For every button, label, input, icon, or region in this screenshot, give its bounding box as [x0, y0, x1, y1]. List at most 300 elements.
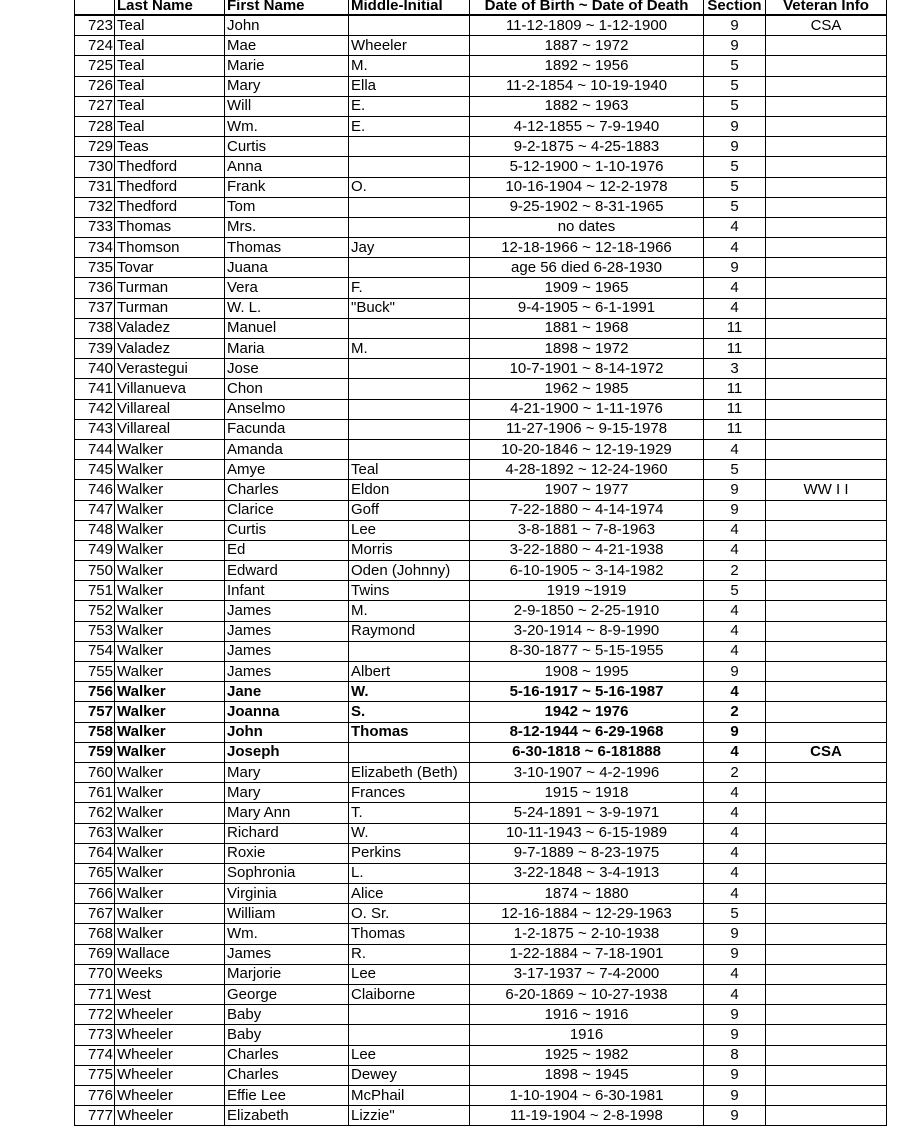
middle-initial-cell: W. [349, 823, 470, 843]
middle-initial-cell [349, 137, 470, 157]
record-number: 777 [75, 1106, 115, 1126]
last-name-cell: Teal [115, 76, 225, 96]
dates-cell: 6-20-1869 ~ 10-27-1938 [470, 985, 704, 1005]
first-name-cell: Clarice [225, 500, 349, 520]
section-cell: 5 [704, 177, 766, 197]
header-dates: Date of Birth ~ Date of Death [470, 0, 704, 15]
dates-cell: 1907 ~ 1977 [470, 480, 704, 500]
middle-initial-cell: L. [349, 863, 470, 883]
first-name-cell: Marie [225, 56, 349, 76]
middle-initial-cell: McPhail [349, 1085, 470, 1105]
middle-initial-cell: Thomas [349, 722, 470, 742]
section-cell: 4 [704, 278, 766, 298]
last-name-cell: Thedford [115, 177, 225, 197]
section-cell: 4 [704, 863, 766, 883]
veteran-info-cell [766, 803, 887, 823]
middle-initial-cell: W. [349, 682, 470, 702]
last-name-cell: Walker [115, 682, 225, 702]
section-cell: 5 [704, 96, 766, 116]
last-name-cell: Walker [115, 621, 225, 641]
middle-initial-cell: Twins [349, 581, 470, 601]
section-cell: 9 [704, 116, 766, 136]
record-number: 763 [75, 823, 115, 843]
veteran-info-cell [766, 500, 887, 520]
first-name-cell: Joanna [225, 702, 349, 722]
middle-initial-cell: Oden (Johnny) [349, 561, 470, 581]
middle-initial-cell: M. [349, 56, 470, 76]
table-row [75, 197, 887, 217]
last-name-cell: Walker [115, 662, 225, 682]
section-cell: 4 [704, 783, 766, 803]
table-row [75, 76, 887, 96]
table-row [75, 1025, 887, 1045]
table-row [75, 621, 887, 641]
section-cell: 4 [704, 540, 766, 560]
table-row [75, 379, 887, 399]
section-cell: 9 [704, 1065, 766, 1085]
record-number: 743 [75, 419, 115, 439]
last-name-cell: Walker [115, 843, 225, 863]
middle-initial-cell: Goff [349, 500, 470, 520]
table-row [75, 177, 887, 197]
table-row [75, 904, 887, 924]
record-number: 772 [75, 1005, 115, 1025]
section-cell: 9 [704, 258, 766, 278]
first-name-cell: Effie Lee [225, 1085, 349, 1105]
table-row [75, 318, 887, 338]
table-row [75, 238, 887, 258]
table-row [75, 460, 887, 480]
first-name-cell: Mary [225, 762, 349, 782]
middle-initial-cell: Perkins [349, 843, 470, 863]
veteran-info-cell [766, 762, 887, 782]
record-number: 731 [75, 177, 115, 197]
veteran-info-cell: CSA [766, 742, 887, 762]
first-name-cell: Charles [225, 1065, 349, 1085]
record-number: 771 [75, 985, 115, 1005]
record-number: 754 [75, 641, 115, 661]
section-cell: 9 [704, 480, 766, 500]
veteran-info-cell [766, 318, 887, 338]
veteran-info-cell [766, 1045, 887, 1065]
middle-initial-cell: Dewey [349, 1065, 470, 1085]
veteran-info-cell [766, 783, 887, 803]
dates-cell: 12-16-1884 ~ 12-29-1963 [470, 904, 704, 924]
table-row [75, 561, 887, 581]
table-row [75, 399, 887, 419]
dates-cell: 4-21-1900 ~ 1-11-1976 [470, 399, 704, 419]
first-name-cell: Edward [225, 561, 349, 581]
record-number: 732 [75, 197, 115, 217]
table-row [75, 843, 887, 863]
middle-initial-cell: Lee [349, 964, 470, 984]
veteran-info-cell [766, 682, 887, 702]
middle-initial-cell: M. [349, 601, 470, 621]
veteran-info-cell [766, 177, 887, 197]
section-cell: 9 [704, 924, 766, 944]
table-row [75, 298, 887, 318]
middle-initial-cell: "Buck" [349, 298, 470, 318]
first-name-cell: James [225, 662, 349, 682]
record-number: 746 [75, 480, 115, 500]
dates-cell: 1919 ~1919 [470, 581, 704, 601]
veteran-info-cell [766, 157, 887, 177]
record-number: 742 [75, 399, 115, 419]
table-row [75, 56, 887, 76]
dates-cell: 1942 ~ 1976 [470, 702, 704, 722]
section-cell: 4 [704, 298, 766, 318]
middle-initial-cell: Claiborne [349, 985, 470, 1005]
table-row [75, 702, 887, 722]
record-number: 761 [75, 783, 115, 803]
veteran-info-cell [766, 419, 887, 439]
first-name-cell: Frank [225, 177, 349, 197]
last-name-cell: Teal [115, 56, 225, 76]
middle-initial-cell [349, 258, 470, 278]
last-name-cell: Tovar [115, 258, 225, 278]
first-name-cell: Thomas [225, 238, 349, 258]
section-cell: 2 [704, 702, 766, 722]
dates-cell: 6-10-1905 ~ 3-14-1982 [470, 561, 704, 581]
last-name-cell: Villanueva [115, 379, 225, 399]
first-name-cell: Virginia [225, 884, 349, 904]
table-row [75, 823, 887, 843]
table-row [75, 1005, 887, 1025]
first-name-cell: Charles [225, 1045, 349, 1065]
middle-initial-cell [349, 217, 470, 237]
record-number: 775 [75, 1065, 115, 1085]
dates-cell: 3-22-1848 ~ 3-4-1913 [470, 863, 704, 883]
record-number: 730 [75, 157, 115, 177]
dates-cell: no dates [470, 217, 704, 237]
dates-cell: 1908 ~ 1995 [470, 662, 704, 682]
table-row [75, 339, 887, 359]
table-row [75, 217, 887, 237]
dates-cell: 1874 ~ 1880 [470, 884, 704, 904]
record-number: 740 [75, 359, 115, 379]
record-number: 751 [75, 581, 115, 601]
middle-initial-cell: M. [349, 339, 470, 359]
dates-cell: 11-19-1904 ~ 2-8-1998 [470, 1106, 704, 1126]
last-name-cell: Thomas [115, 217, 225, 237]
dates-cell: 11-12-1809 ~ 1-12-1900 [470, 15, 704, 36]
table-row [75, 682, 887, 702]
dates-cell: 4-12-1855 ~ 7-9-1940 [470, 116, 704, 136]
veteran-info-cell [766, 1106, 887, 1126]
section-cell: 11 [704, 419, 766, 439]
header-row [75, 0, 887, 15]
dates-cell: 1925 ~ 1982 [470, 1045, 704, 1065]
first-name-cell: Manuel [225, 318, 349, 338]
veteran-info-cell [766, 621, 887, 641]
section-cell: 9 [704, 15, 766, 36]
veteran-info-cell [766, 137, 887, 157]
veteran-info-cell [766, 863, 887, 883]
record-number: 776 [75, 1085, 115, 1105]
dates-cell: 5-24-1891 ~ 3-9-1971 [470, 803, 704, 823]
table-row [75, 15, 887, 36]
middle-initial-cell: Frances [349, 783, 470, 803]
section-cell: 9 [704, 944, 766, 964]
section-cell: 5 [704, 157, 766, 177]
last-name-cell: Walker [115, 561, 225, 581]
record-number: 770 [75, 964, 115, 984]
dates-cell: 10-11-1943 ~ 6-15-1989 [470, 823, 704, 843]
dates-cell: 1898 ~ 1972 [470, 339, 704, 359]
middle-initial-cell [349, 1025, 470, 1045]
dates-cell: 1-10-1904 ~ 6-30-1981 [470, 1085, 704, 1105]
first-name-cell: Curtis [225, 520, 349, 540]
record-number: 738 [75, 318, 115, 338]
dates-cell: 3-8-1881 ~ 7-8-1963 [470, 520, 704, 540]
veteran-info-cell [766, 884, 887, 904]
first-name-cell: James [225, 621, 349, 641]
veteran-info-cell [766, 1065, 887, 1085]
middle-initial-cell: Albert [349, 662, 470, 682]
veteran-info-cell [766, 1005, 887, 1025]
section-cell: 9 [704, 722, 766, 742]
first-name-cell: Anna [225, 157, 349, 177]
middle-initial-cell [349, 419, 470, 439]
dates-cell: 1887 ~ 1972 [470, 36, 704, 56]
header-middle-initial: Middle-Initial [349, 0, 470, 15]
veteran-info-cell: CSA [766, 15, 887, 36]
record-number: 733 [75, 217, 115, 237]
dates-cell: 9-25-1902 ~ 8-31-1965 [470, 197, 704, 217]
middle-initial-cell: Ella [349, 76, 470, 96]
last-name-cell: Weeks [115, 964, 225, 984]
middle-initial-cell [349, 359, 470, 379]
record-number: 765 [75, 863, 115, 883]
dates-cell: 3-10-1907 ~ 4-2-1996 [470, 762, 704, 782]
middle-initial-cell [349, 15, 470, 36]
table-row [75, 278, 887, 298]
dates-cell: 7-22-1880 ~ 4-14-1974 [470, 500, 704, 520]
record-number: 753 [75, 621, 115, 641]
middle-initial-cell [349, 1005, 470, 1025]
dates-cell: 10-16-1904 ~ 12-2-1978 [470, 177, 704, 197]
last-name-cell: Turman [115, 298, 225, 318]
veteran-info-cell: WW I I [766, 480, 887, 500]
dates-cell: 1909 ~ 1965 [470, 278, 704, 298]
last-name-cell: Walker [115, 702, 225, 722]
table-row [75, 480, 887, 500]
section-cell: 9 [704, 1106, 766, 1126]
table-row [75, 742, 887, 762]
dates-cell: 1-22-1884 ~ 7-18-1901 [470, 944, 704, 964]
veteran-info-cell [766, 339, 887, 359]
table-row [75, 581, 887, 601]
section-cell: 2 [704, 561, 766, 581]
first-name-cell: Tom [225, 197, 349, 217]
dates-cell: age 56 died 6-28-1930 [470, 258, 704, 278]
first-name-cell: John [225, 15, 349, 36]
table-row [75, 762, 887, 782]
first-name-cell: Joseph [225, 742, 349, 762]
record-number: 755 [75, 662, 115, 682]
dates-cell: 8-30-1877 ~ 5-15-1955 [470, 641, 704, 661]
section-cell: 5 [704, 460, 766, 480]
veteran-info-cell [766, 964, 887, 984]
header-last-name: Last Name [115, 0, 225, 15]
last-name-cell: Thedford [115, 157, 225, 177]
dates-cell: 1916 ~ 1916 [470, 1005, 704, 1025]
veteran-info-cell [766, 823, 887, 843]
dates-cell: 1916 [470, 1025, 704, 1045]
veteran-info-cell [766, 1025, 887, 1045]
record-number: 726 [75, 76, 115, 96]
veteran-info-cell [766, 985, 887, 1005]
dates-cell: 10-7-1901 ~ 8-14-1972 [470, 359, 704, 379]
veteran-info-cell [766, 904, 887, 924]
table-row [75, 500, 887, 520]
dates-cell: 8-12-1944 ~ 6-29-1968 [470, 722, 704, 742]
veteran-info-cell [766, 843, 887, 863]
last-name-cell: Teal [115, 96, 225, 116]
record-number: 762 [75, 803, 115, 823]
burial-records-table [74, 0, 887, 1126]
dates-cell: 1-2-1875 ~ 2-10-1938 [470, 924, 704, 944]
veteran-info-cell [766, 702, 887, 722]
record-number: 748 [75, 520, 115, 540]
section-cell: 9 [704, 1005, 766, 1025]
veteran-info-cell [766, 36, 887, 56]
section-cell: 5 [704, 197, 766, 217]
table-row [75, 1065, 887, 1085]
dates-cell: 10-20-1846 ~ 12-19-1929 [470, 439, 704, 459]
table-row [75, 924, 887, 944]
table-row [75, 540, 887, 560]
dates-cell: 9-2-1875 ~ 4-25-1883 [470, 137, 704, 157]
dates-cell: 1915 ~ 1918 [470, 783, 704, 803]
section-cell: 4 [704, 803, 766, 823]
record-number: 752 [75, 601, 115, 621]
record-number: 760 [75, 762, 115, 782]
dates-cell: 1882 ~ 1963 [470, 96, 704, 116]
first-name-cell: Marjorie [225, 964, 349, 984]
veteran-info-cell [766, 924, 887, 944]
dates-cell: 3-17-1937 ~ 7-4-2000 [470, 964, 704, 984]
middle-initial-cell: E. [349, 116, 470, 136]
first-name-cell: Facunda [225, 419, 349, 439]
veteran-info-cell [766, 278, 887, 298]
last-name-cell: Walker [115, 480, 225, 500]
veteran-info-cell [766, 520, 887, 540]
section-cell: 4 [704, 520, 766, 540]
last-name-cell: Wheeler [115, 1005, 225, 1025]
record-number: 773 [75, 1025, 115, 1045]
section-cell: 4 [704, 601, 766, 621]
middle-initial-cell [349, 742, 470, 762]
section-cell: 5 [704, 76, 766, 96]
last-name-cell: Walker [115, 460, 225, 480]
record-number: 724 [75, 36, 115, 56]
last-name-cell: Valadez [115, 339, 225, 359]
first-name-cell: James [225, 601, 349, 621]
header-veteran-info: Veteran Info [766, 0, 887, 15]
last-name-cell: West [115, 985, 225, 1005]
veteran-info-cell [766, 641, 887, 661]
last-name-cell: Thomson [115, 238, 225, 258]
section-cell: 4 [704, 439, 766, 459]
first-name-cell: Chon [225, 379, 349, 399]
section-cell: 4 [704, 742, 766, 762]
veteran-info-cell [766, 238, 887, 258]
table-row [75, 157, 887, 177]
first-name-cell: Anselmo [225, 399, 349, 419]
first-name-cell: James [225, 641, 349, 661]
table-row [75, 258, 887, 278]
header-section: Section [704, 0, 766, 15]
section-cell: 5 [704, 56, 766, 76]
veteran-info-cell [766, 359, 887, 379]
last-name-cell: Wheeler [115, 1106, 225, 1126]
last-name-cell: Valadez [115, 318, 225, 338]
table-row [75, 803, 887, 823]
first-name-cell: Mrs. [225, 217, 349, 237]
header-number [75, 0, 115, 15]
middle-initial-cell: O. [349, 177, 470, 197]
dates-cell: 1892 ~ 1956 [470, 56, 704, 76]
first-name-cell: Mary Ann [225, 803, 349, 823]
table-row [75, 964, 887, 984]
table-row [75, 1045, 887, 1065]
veteran-info-cell [766, 439, 887, 459]
last-name-cell: Walker [115, 904, 225, 924]
table-row [75, 96, 887, 116]
section-cell: 4 [704, 621, 766, 641]
middle-initial-cell [349, 399, 470, 419]
last-name-cell: Wallace [115, 944, 225, 964]
middle-initial-cell [349, 379, 470, 399]
last-name-cell: Walker [115, 783, 225, 803]
veteran-info-cell [766, 662, 887, 682]
section-cell: 11 [704, 339, 766, 359]
table-row [75, 137, 887, 157]
last-name-cell: Walker [115, 924, 225, 944]
section-cell: 4 [704, 843, 766, 863]
first-name-cell: Charles [225, 480, 349, 500]
record-number: 759 [75, 742, 115, 762]
first-name-cell: Mary [225, 783, 349, 803]
dates-cell: 3-20-1914 ~ 8-9-1990 [470, 621, 704, 641]
record-number: 768 [75, 924, 115, 944]
middle-initial-cell: Wheeler [349, 36, 470, 56]
section-cell: 4 [704, 682, 766, 702]
last-name-cell: Walker [115, 520, 225, 540]
middle-initial-cell: T. [349, 803, 470, 823]
middle-initial-cell [349, 439, 470, 459]
middle-initial-cell: O. Sr. [349, 904, 470, 924]
last-name-cell: Teas [115, 137, 225, 157]
record-number: 747 [75, 500, 115, 520]
dates-cell: 2-9-1850 ~ 2-25-1910 [470, 601, 704, 621]
first-name-cell: Curtis [225, 137, 349, 157]
section-cell: 4 [704, 823, 766, 843]
section-cell: 11 [704, 399, 766, 419]
middle-initial-cell: Alice [349, 884, 470, 904]
dates-cell: 1881 ~ 1968 [470, 318, 704, 338]
section-cell: 11 [704, 379, 766, 399]
first-name-cell: Vera [225, 278, 349, 298]
veteran-info-cell [766, 197, 887, 217]
veteran-info-cell [766, 56, 887, 76]
veteran-info-cell [766, 540, 887, 560]
table-row [75, 722, 887, 742]
table-row [75, 863, 887, 883]
last-name-cell: Villareal [115, 419, 225, 439]
last-name-cell: Walker [115, 742, 225, 762]
